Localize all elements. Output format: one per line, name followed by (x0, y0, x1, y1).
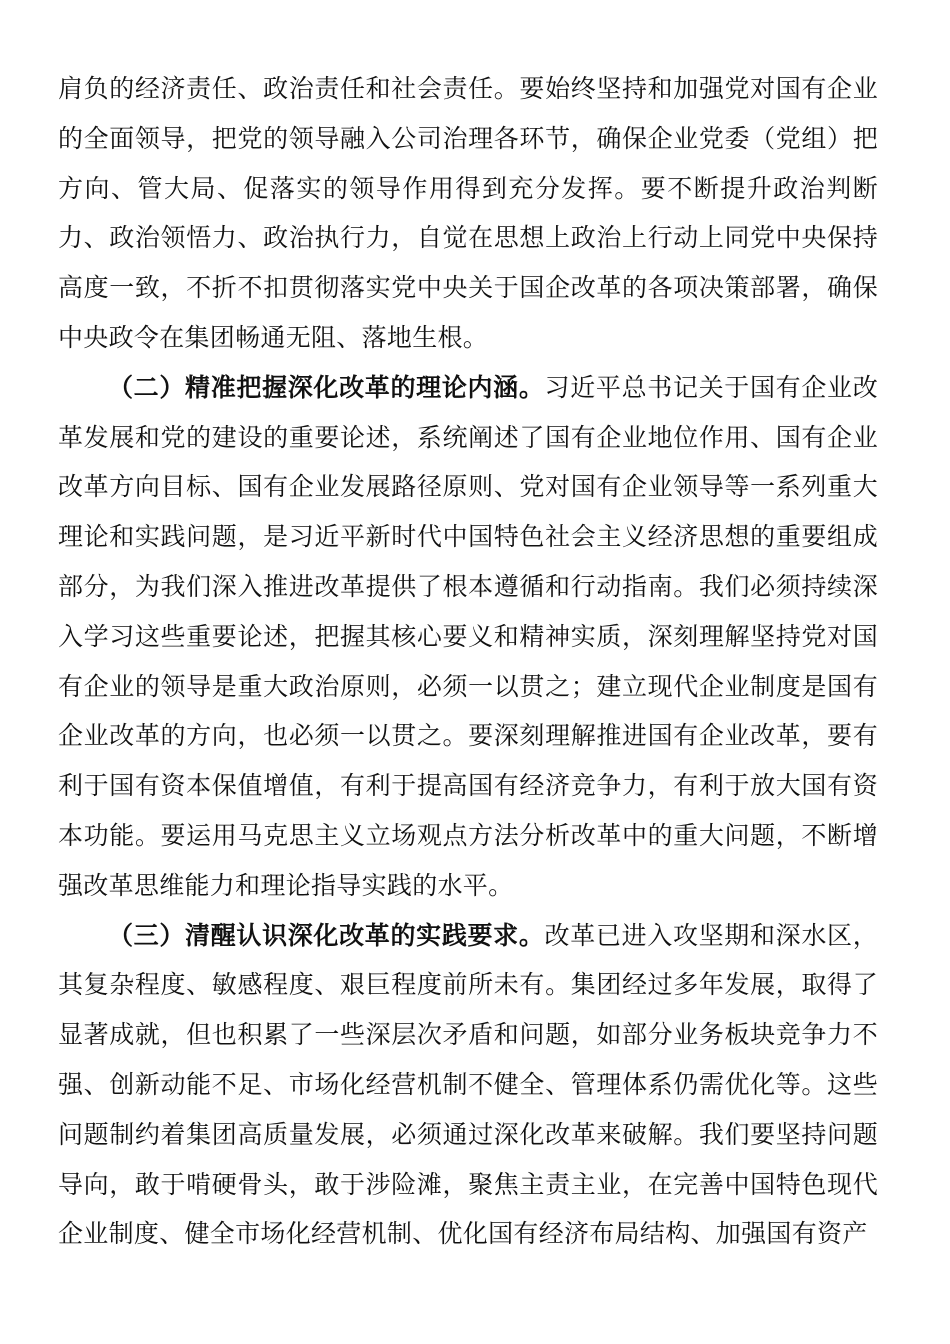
paragraph-section-2 (58, 363, 878, 911)
paragraph-continuation (58, 64, 878, 363)
document-page (58, 64, 878, 1259)
paragraph-section-3 (58, 911, 878, 1260)
section-2-heading: （二）精准把握深化改革的理论内涵。 (108, 372, 545, 402)
section-3-heading: （三）清醒认识深化改革的实践要求。 (108, 920, 545, 950)
section-3-text: 改革已进入攻坚期和深水区，其复杂程度、敏感程度、艰巨程度前所未有。集团经过多年发展，取得了显著成就，但也积累了一些深层次矛盾和问题，如部分业务板块竞争力不强、创新动能不足、市场化经营机制不健全、管理体系仍需优化等。这些问题制约着集团高质量发展，必须通过深化改革来破解。我们要坚持问题导向，敢于啃硬骨头，敢于涉险滩，聚焦主责主业，在完善中国特色现代企业制度、健全市场化经营机制、优化国有经济布局结构、加强国有资产 (58, 920, 878, 1249)
section-2-text: 习近平总书记关于国有企业改革发展和党的建设的重要论述，系统阐述了国有企业地位作用、国有企业改革方向目标、国有企业发展路径原则、党对国有企业领导等一系列重大理论和实践问题，是习近平新时代中国特色社会主义经济思想的重要组成部分，为我们深入推进改革提供了根本遵循和行动指南。我们必须持续深入学习这些重要论述，把握其核心要义和精神实质，深刻理解坚持党对国有企业的领导是重大政治原则，必须一以贯之；建立现代企业制度是国有企业改革的方向，也必须一以贯之。要深刻理解推进国有企业改革，要有利于国有资本保值增值，有利于提高国有经济竞争力，有利于放大国有资本功能。要运用马克思主义立场观点方法分析改革中的重大问题，不断增强改革思维能力和理论指导实践的水平。 (58, 372, 878, 900)
paragraph-1-text: 肩负的经济责任、政治责任和社会责任。要始终坚持和加强党对国有企业的全面领导，把党的领导融入公司治理各环节，确保企业党委（党组）把方向、管大局、促落实的领导作用得到充分发挥。要不断提升政治判断力、政治领悟力、政治执行力，自觉在思想上政治上行动上同党中央保持高度一致，不折不扣贯彻落实党中央关于国企改革的各项决策部署，确保中央政令在集团畅通无阻、落地生根。 (58, 74, 878, 352)
